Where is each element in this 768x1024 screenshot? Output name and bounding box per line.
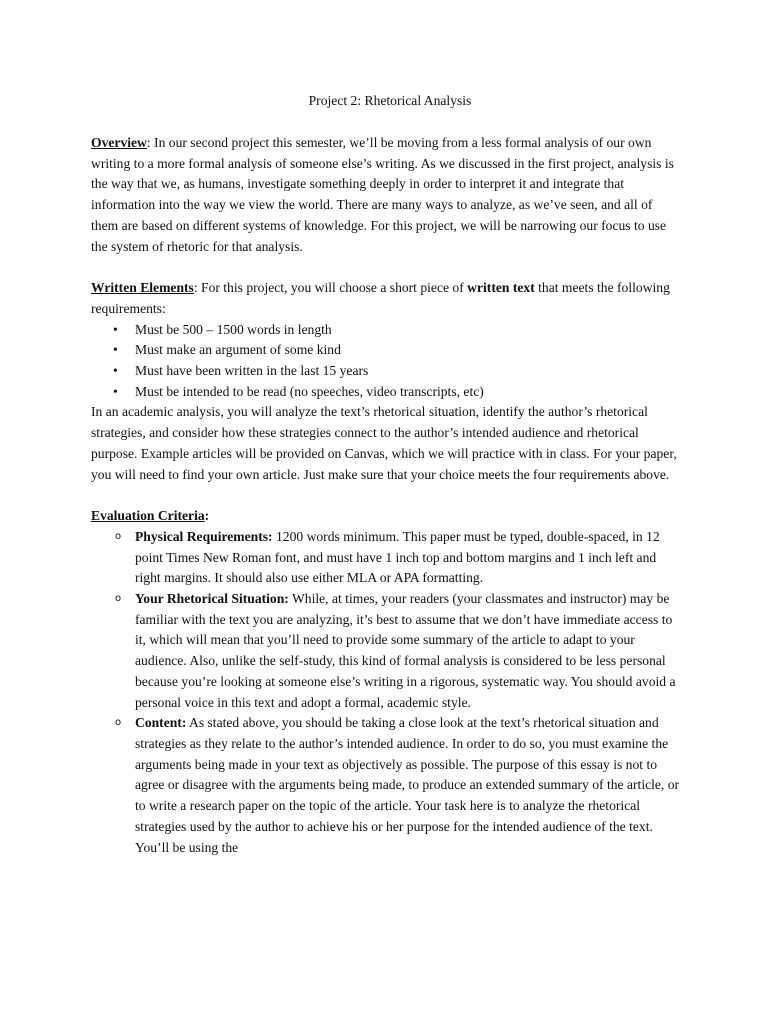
page-title: Project 2: Rhetorical Analysis <box>308 93 472 108</box>
criteria-label: Physical Requirements: <box>135 528 273 544</box>
overview-body: : In our second project this semester, we’ll be moving from a less formal analysis of our own writing to a more formal analysis of someone else’s writing. As we discussed in the first project, analysis is the way that we, as humans, investigate something deeply in order to interpret it and integrate that information into the way we view the world. There are many ways to analyze, as we’ve seen, and all of them are based on different systems of knowledge. For this project, we will be narrowing our focus to use the system of rhetoric for that analysis. <box>91 135 674 254</box>
circle-bullet-icon: o <box>115 593 122 605</box>
document-body <box>91 91 681 858</box>
written-elements-body: In an academic analysis, you will analyze the text’s rhetorical situation, identify the author’s rhetorical strategies, and consider how these strategies connect to the author’s intended audience and rhetorical purpose. Example articles will be provided on Canvas, which we will practice with in class. For your paper, you will need to find your own article. Just make sure that your choice meets the four requirements above. <box>91 404 677 482</box>
spacer <box>91 485 681 506</box>
written-elements-heading: Written Elements <box>91 280 194 296</box>
written-elements-intro-after: that meets the following requirements: <box>91 280 670 316</box>
written-elements-intro-bold: written text <box>467 280 535 296</box>
criteria-item <box>91 527 681 589</box>
circle-bullet-icon: o <box>115 530 122 542</box>
requirements-list <box>91 320 681 403</box>
written-elements-paragraph <box>91 278 681 319</box>
bullet-icon: • <box>113 321 118 337</box>
evaluation-heading-line <box>91 506 681 527</box>
overview-heading: Overview <box>91 135 147 150</box>
list-item <box>91 382 681 403</box>
criteria-label: Content: <box>135 715 187 731</box>
bullet-icon: • <box>113 342 118 358</box>
criteria-label: Your Rhetorical Situation: <box>135 591 289 607</box>
criteria-item <box>91 713 681 858</box>
list-item-text: Must be 500 – 1500 words in length <box>135 321 332 337</box>
criteria-text: While, at times, your readers (your classmates and instructor) may be familiar with the text you are analyzing, it’s best to assume that we don’t have immediate access to it, which will mean that you’ll need to provide some summary of the article to adapt to your audience. Also, unlike the self-study, this kind of formal analysis is considered to be less personal because you’re looking at someone else’s writing in a rigorous, systematic way. You should avoid a personal voice in this text and adopt a formal, academic style. <box>135 591 676 710</box>
bullet-icon: • <box>113 363 118 379</box>
written-elements-intro-before: : For this project, you will choose a short piece of <box>193 280 468 296</box>
circle-bullet-icon: o <box>115 717 122 729</box>
bullet-icon: • <box>113 383 118 399</box>
criteria-text: 1200 words minimum. This paper must be typed, double-spaced, in 12 point Times New Roman font, and must have 1 inch top and bottom margins and 1 inch left and right margins. It should also use either MLA or APA formatting. <box>135 528 660 586</box>
overview-paragraph <box>91 133 681 257</box>
spacer <box>91 257 681 278</box>
list-item <box>91 320 681 341</box>
criteria-item <box>91 589 681 713</box>
spacer <box>91 112 681 133</box>
list-item-text: Must have been written in the last 15 years <box>135 363 369 379</box>
evaluation-heading: Evaluation Criteria <box>91 508 205 524</box>
criteria-text: As stated above, you should be taking a close look at the text’s rhetorical situation and strategies as they relate to the author’s intended audience. In order to do so, you must examine the arguments being made in your text as objectively as possible. The purpose of this essay is not to agree or disagree with the arguments being made, to produce an extended summary of the article, or to write a research paper on the topic of the article. Your task here is to analyze the rhetorical strategies used by the author to achieve his or her purpose for the intended audience of the text. You’ll be using the <box>135 715 680 855</box>
list-item-text: Must make an argument of some kind <box>135 342 341 358</box>
evaluation-heading-suffix: : <box>204 508 210 524</box>
evaluation-criteria-list <box>91 527 681 858</box>
list-item <box>91 340 681 361</box>
list-item-text: Must be intended to be read (no speeches, video transcripts, etc) <box>135 383 484 399</box>
list-item <box>91 361 681 382</box>
